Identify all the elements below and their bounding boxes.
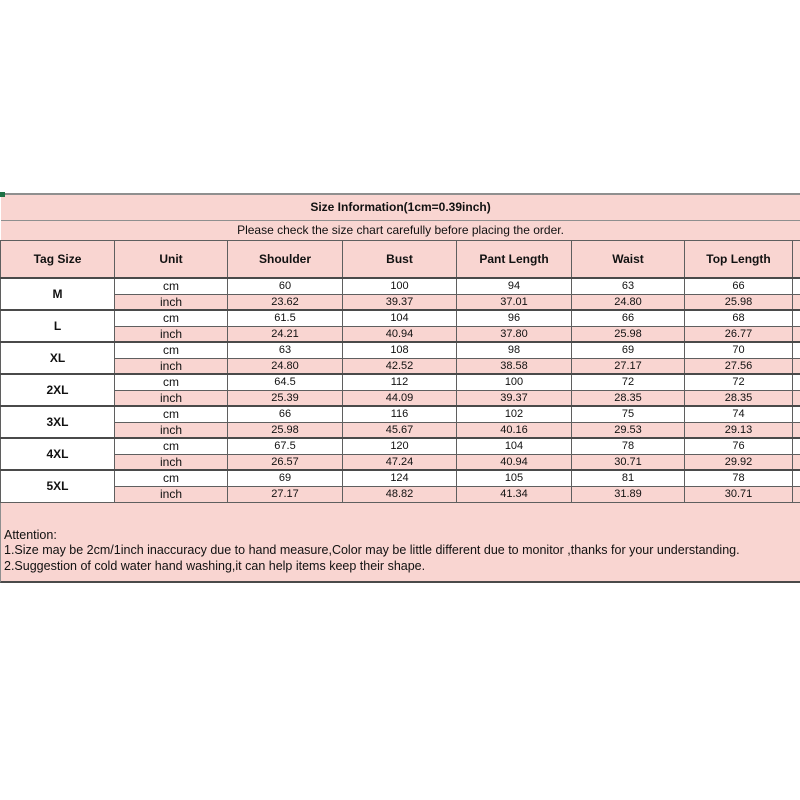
bust-inch: 45.67 [343, 422, 457, 438]
table-title: Size Information(1cm=0.39inch) [1, 194, 800, 220]
bust-cm: 108 [343, 342, 457, 358]
bust-inch: 40.94 [343, 326, 457, 342]
table-row [1, 310, 800, 326]
size-tag: 3XL [1, 406, 115, 438]
edge-sliver [793, 240, 800, 278]
shoulder-cm: 69 [228, 470, 343, 486]
edge-sliver [793, 486, 800, 502]
pant-length-cm: 94 [457, 278, 572, 294]
size-tag: L [1, 310, 115, 342]
unit-label: inch [115, 358, 228, 374]
bust-inch: 42.52 [343, 358, 457, 374]
size-tag: M [1, 278, 115, 310]
pant-length-inch: 40.16 [457, 422, 572, 438]
top-length-cm: 74 [685, 406, 793, 422]
edge-sliver [793, 294, 800, 310]
top-length-inch: 29.13 [685, 422, 793, 438]
edge-sliver [793, 438, 800, 454]
attention-line-2: 2.Suggestion of cold water hand washing,it can help items keep their shape. [4, 558, 426, 573]
waist-inch: 29.53 [572, 422, 685, 438]
shoulder-inch: 24.80 [228, 358, 343, 374]
top-length-cm: 78 [685, 470, 793, 486]
shoulder-inch: 27.17 [228, 486, 343, 502]
edge-sliver [793, 278, 800, 294]
pant-length-cm: 96 [457, 310, 572, 326]
top-length-cm: 72 [685, 374, 793, 390]
table-header-row [1, 240, 800, 278]
unit-label: cm [115, 406, 228, 422]
pant-length-inch: 40.94 [457, 454, 572, 470]
bust-inch: 44.09 [343, 390, 457, 406]
edge-sliver [793, 406, 800, 422]
top-length-inch: 27.56 [685, 358, 793, 374]
table-row [1, 438, 800, 454]
pant-length-cm: 98 [457, 342, 572, 358]
table-row [1, 294, 800, 310]
table-row [1, 326, 800, 342]
table-row [1, 358, 800, 374]
attention-line-1: 1.Size may be 2cm/1inch inaccuracy due to hand measure,Color may be little different due to monitor ,thanks for your understanding. [4, 543, 740, 557]
table-row [1, 470, 800, 486]
pant-length-cm: 102 [457, 406, 572, 422]
bust-cm: 100 [343, 278, 457, 294]
unit-label: cm [115, 438, 228, 454]
header-shoulder: Shoulder [228, 240, 343, 278]
table-subtitle: Please check the size chart carefully before placing the order. [1, 220, 800, 240]
header-bust: Bust [343, 240, 457, 278]
shoulder-inch: 25.39 [228, 390, 343, 406]
shoulder-cm: 64.5 [228, 374, 343, 390]
header-tag-size: Tag Size [1, 240, 115, 278]
table-row [1, 390, 800, 406]
unit-label: inch [115, 390, 228, 406]
unit-label: inch [115, 326, 228, 342]
waist-inch: 28.35 [572, 390, 685, 406]
table-row [1, 422, 800, 438]
shoulder-cm: 63 [228, 342, 343, 358]
table-row [1, 374, 800, 390]
shoulder-inch: 26.57 [228, 454, 343, 470]
attention-note [0, 503, 800, 584]
size-tag: 5XL [1, 470, 115, 502]
waist-cm: 72 [572, 374, 685, 390]
top-length-inch: 26.77 [685, 326, 793, 342]
pant-length-inch: 39.37 [457, 390, 572, 406]
size-tag: XL [1, 342, 115, 374]
table-row [1, 278, 800, 294]
header-unit: Unit [115, 240, 228, 278]
header-waist: Waist [572, 240, 685, 278]
unit-label: cm [115, 310, 228, 326]
top-length-cm: 70 [685, 342, 793, 358]
bust-inch: 48.82 [343, 486, 457, 502]
edge-sliver [793, 342, 800, 358]
shoulder-inch: 25.98 [228, 422, 343, 438]
waist-cm: 69 [572, 342, 685, 358]
waist-inch: 25.98 [572, 326, 685, 342]
selection-handle-icon [0, 192, 5, 197]
shoulder-cm: 66 [228, 406, 343, 422]
size-table [0, 193, 800, 503]
size-tag: 4XL [1, 438, 115, 470]
pant-length-cm: 105 [457, 470, 572, 486]
header-pant-length: Pant Length [457, 240, 572, 278]
waist-inch: 31.89 [572, 486, 685, 502]
unit-label: cm [115, 342, 228, 358]
table-subtitle-row [1, 220, 800, 240]
unit-label: inch [115, 294, 228, 310]
unit-label: cm [115, 470, 228, 486]
size-tag: 2XL [1, 374, 115, 406]
edge-sliver [793, 454, 800, 470]
unit-label: inch [115, 454, 228, 470]
top-length-cm: 68 [685, 310, 793, 326]
pant-length-inch: 41.34 [457, 486, 572, 502]
pant-length-cm: 100 [457, 374, 572, 390]
table-row [1, 342, 800, 358]
pant-length-inch: 38.58 [457, 358, 572, 374]
header-top-length: Top Length [685, 240, 793, 278]
top-length-inch: 29.92 [685, 454, 793, 470]
waist-inch: 27.17 [572, 358, 685, 374]
unit-label: inch [115, 422, 228, 438]
top-length-inch: 28.35 [685, 390, 793, 406]
top-length-cm: 76 [685, 438, 793, 454]
shoulder-inch: 23.62 [228, 294, 343, 310]
unit-label: cm [115, 374, 228, 390]
shoulder-cm: 67.5 [228, 438, 343, 454]
edge-sliver [793, 390, 800, 406]
top-length-inch: 25.98 [685, 294, 793, 310]
edge-sliver [793, 358, 800, 374]
shoulder-cm: 61.5 [228, 310, 343, 326]
top-length-inch: 30.71 [685, 486, 793, 502]
bust-cm: 124 [343, 470, 457, 486]
bust-cm: 112 [343, 374, 457, 390]
bust-inch: 39.37 [343, 294, 457, 310]
edge-sliver [793, 374, 800, 390]
bust-cm: 104 [343, 310, 457, 326]
table-row [1, 454, 800, 470]
edge-sliver [793, 470, 800, 486]
bust-cm: 120 [343, 438, 457, 454]
waist-inch: 30.71 [572, 454, 685, 470]
table-title-row [1, 194, 800, 220]
table-row [1, 486, 800, 502]
shoulder-inch: 24.21 [228, 326, 343, 342]
pant-length-inch: 37.01 [457, 294, 572, 310]
unit-label: cm [115, 278, 228, 294]
bust-inch: 47.24 [343, 454, 457, 470]
attention-heading: Attention: [4, 527, 57, 542]
waist-cm: 75 [572, 406, 685, 422]
pant-length-cm: 104 [457, 438, 572, 454]
waist-cm: 78 [572, 438, 685, 454]
edge-sliver [793, 326, 800, 342]
waist-inch: 24.80 [572, 294, 685, 310]
unit-label: inch [115, 486, 228, 502]
size-chart-sheet [0, 193, 800, 583]
waist-cm: 81 [572, 470, 685, 486]
pant-length-inch: 37.80 [457, 326, 572, 342]
bust-cm: 116 [343, 406, 457, 422]
waist-cm: 63 [572, 278, 685, 294]
table-row [1, 406, 800, 422]
edge-sliver [793, 310, 800, 326]
shoulder-cm: 60 [228, 278, 343, 294]
top-length-cm: 66 [685, 278, 793, 294]
waist-cm: 66 [572, 310, 685, 326]
edge-sliver [793, 422, 800, 438]
